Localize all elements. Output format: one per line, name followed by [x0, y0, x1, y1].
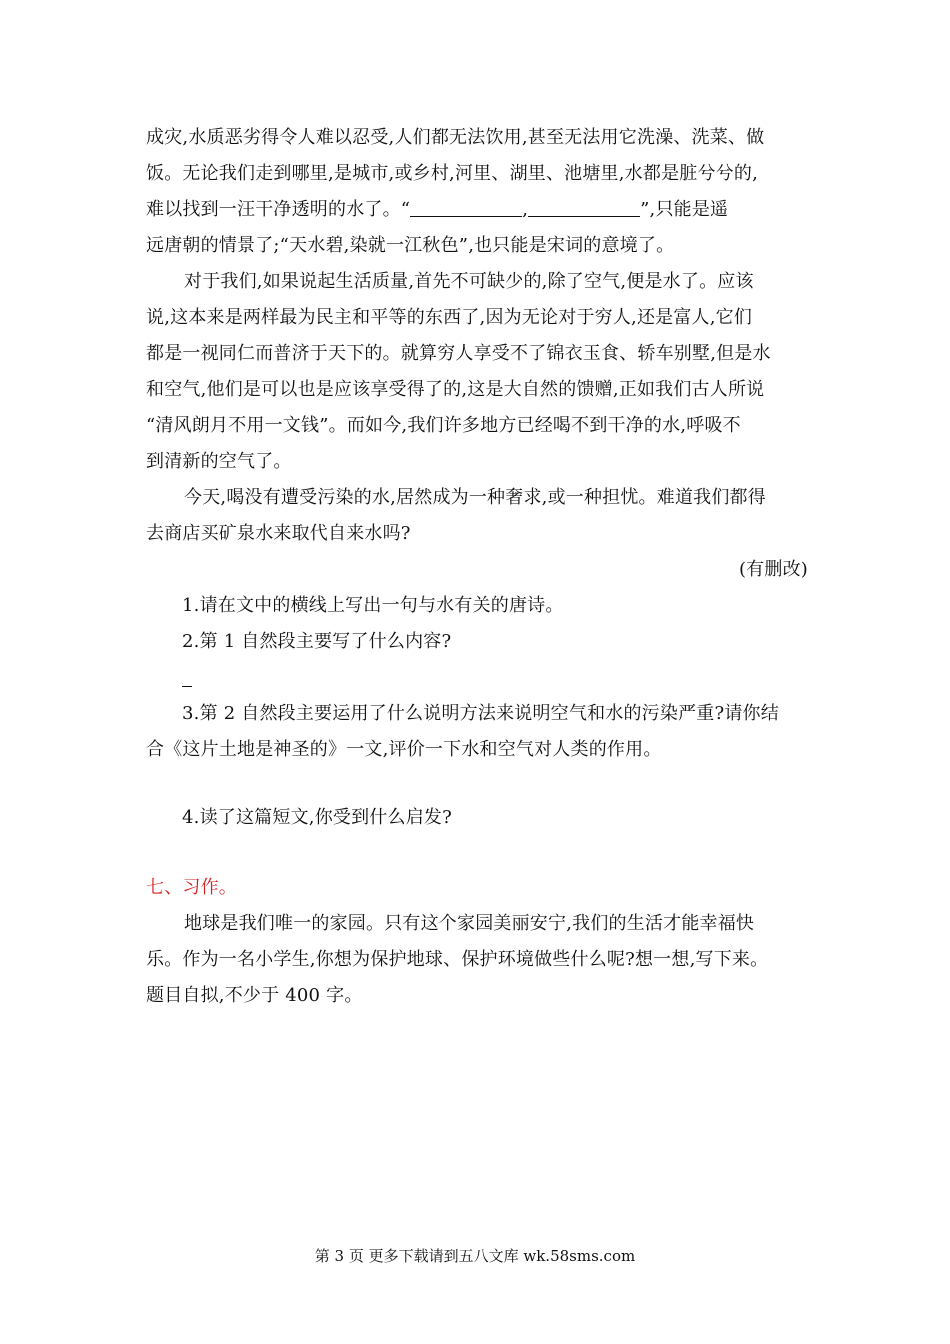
question-4: 4.读了这篇短文,你受到什么启发?	[182, 807, 452, 828]
answer-space[interactable]	[146, 768, 808, 800]
passage-line: 说,这本来是两样最为民主和平等的东西了,因为无论对于穷人,还是富人,它们	[146, 307, 753, 328]
source-note: (有删改)	[738, 559, 808, 580]
passage-line: 和空气,他们是可以也是应该享受得了的,这是大自然的馈赠,正如我们古人所说	[146, 379, 765, 400]
passage-line: 远唐朝的情景了;“天水碧,染就一江秋色”,也只能是宋词的意境了。	[146, 235, 675, 256]
poem-blank-1[interactable]	[410, 196, 522, 217]
question-1: 1.请在文中的横线上写出一句与水有关的唐诗。	[182, 595, 564, 616]
passage-line: 今天,喝没有遭受污染的水,居然成为一种奢求,或一种担忧。难道我们都得	[184, 487, 766, 508]
answer-line[interactable]	[146, 660, 808, 696]
document-page	[146, 120, 808, 1014]
passage-text: ”,只能是遥	[640, 199, 729, 220]
passage-line: 到清新的空气了。	[146, 451, 292, 472]
prompt-line: 乐。作为一名小学生,你想为保护地球、保护环境做些什么呢?想一想,写下来。	[146, 949, 769, 970]
passage-text: ,	[522, 199, 529, 220]
question-3: 3.第 2 自然段主要运用了什么说明方法来说明空气和水的污染严重?请你结	[182, 703, 779, 724]
section-heading: 七、习作。	[146, 877, 237, 898]
passage-line: “清风朗月不用一文钱”。而如今,我们许多地方已经喝不到干净的水,呼吸不	[146, 415, 741, 436]
page-footer: 第 3 页 更多下载请到五八文库 wk.58sms.com	[314, 1247, 636, 1265]
passage-text: 难以找到一汪干净透明的水了。“	[146, 199, 411, 220]
poem-blank-2[interactable]	[528, 196, 640, 217]
passage-line: 对于我们,如果说起生活质量,首先不可缺少的,除了空气,便是水了。应该	[184, 271, 754, 292]
passage-line: 成灾,水质恶劣得令人难以忍受,人们都无法饮用,甚至无法用它洗澡、洗菜、做	[146, 127, 765, 148]
passage-line: 饭。无论我们走到哪里,是城市,或乡村,河里、湖里、池塘里,水都是脏兮兮的,	[146, 163, 759, 184]
prompt-line: 题目自拟,不少于 400 字。	[146, 985, 363, 1006]
question-2: 2.第 1 自然段主要写了什么内容?	[182, 631, 452, 652]
passage-line: 去商店买矿泉水来取代自来水吗?	[146, 523, 411, 544]
answer-space[interactable]	[146, 836, 808, 870]
passage-line: 都是一视同仁而普济于天下的。就算穷人享受不了锦衣玉食、轿车别墅,但是水	[146, 343, 771, 364]
passage-line-with-blanks	[146, 192, 808, 228]
question-3-cont: 合《这片土地是神圣的》一文,评价一下水和空气对人类的作用。	[146, 739, 662, 760]
answer-blank[interactable]	[182, 660, 192, 687]
prompt-line: 地球是我们唯一的家园。只有这个家园美丽安宁,我们的生活才能幸福快	[184, 913, 755, 934]
